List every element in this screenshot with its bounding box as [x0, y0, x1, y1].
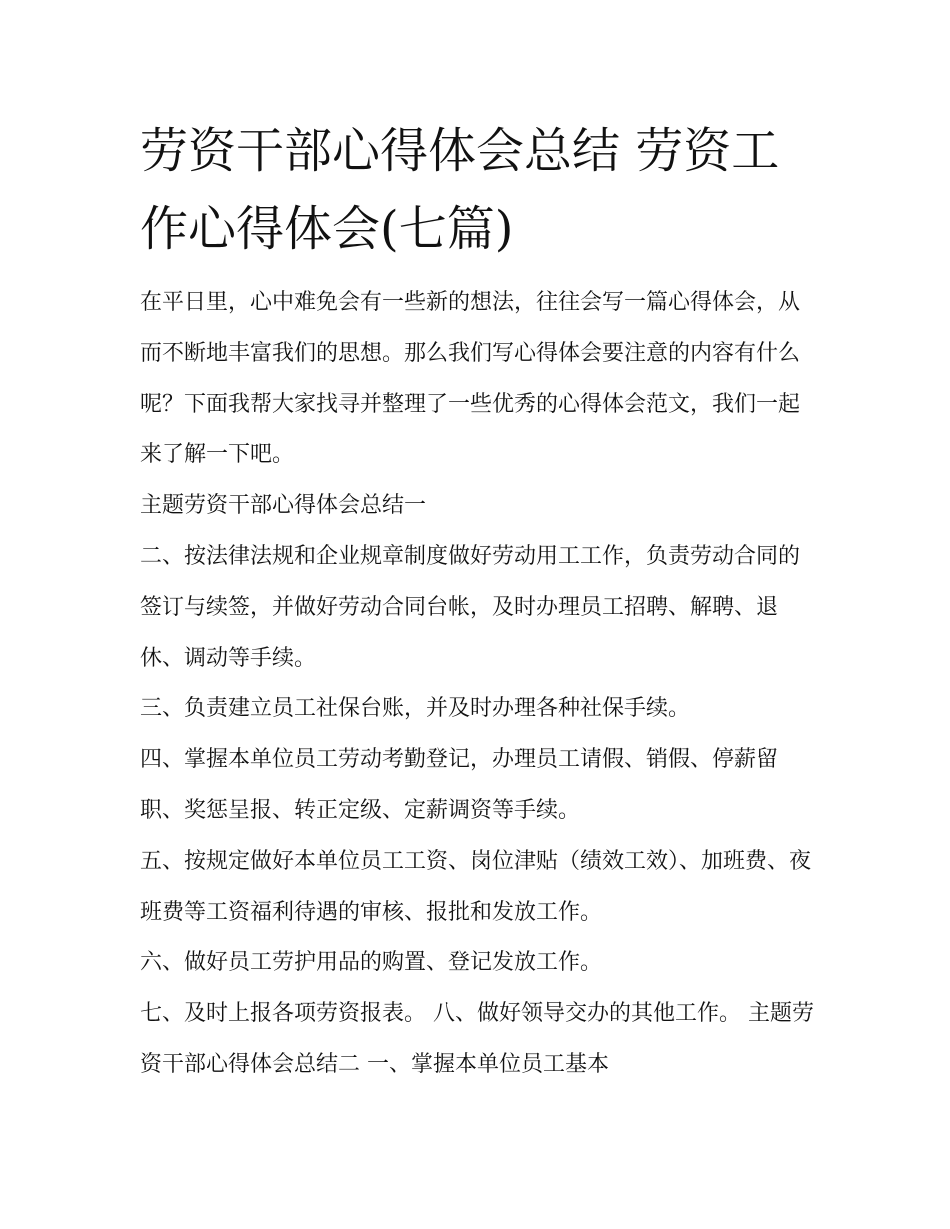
intro-paragraph: 在平日里，心中难免会有一些新的想法，往往会写一篇心得体会，从而不断地丰富我们的思想。那么我们写心得体会要注意的内容有什么呢？下面我帮大家找寻并整理了一些优秀的心得体会范文，我们一起来了解一下吧。: [140, 290, 801, 468]
document-body: [140, 278, 820, 1091]
list-item: 七、及时上报各项劳资报表。 八、做好领导交办的其他工作。 主题劳资干部心得体会总结二 一、掌握本单位员工基本: [140, 1001, 814, 1077]
list-item: 三、负责建立员工社保台账，并及时办理各种社保手续。: [140, 696, 691, 722]
list-item: 四、掌握本单位员工劳动考勤登记，办理员工请假、销假、停薪留职、奖惩呈报、转正定级、定薪调资等手续。: [140, 747, 779, 823]
document-title: 劳资干部心得体会总结 劳资工作心得体会(七篇): [140, 123, 780, 257]
list-item: 五、按规定做好本单位员工工资、岗位津贴（绩效工效）、加班费、夜班费等工资福利待遇的审核、报批和发放工作。: [140, 848, 812, 925]
section-heading: 主题劳资干部心得体会总结一: [140, 493, 427, 519]
list-item: 二、按法律法规和企业规章制度做好劳动用工工作，负责劳动合同的签订与续签，并做好劳动合同台帐，及时办理员工招聘、解聘、退休、调动等手续。: [140, 543, 801, 671]
list-item: 六、做好员工劳护用品的购置、登记发放工作。: [140, 950, 603, 976]
